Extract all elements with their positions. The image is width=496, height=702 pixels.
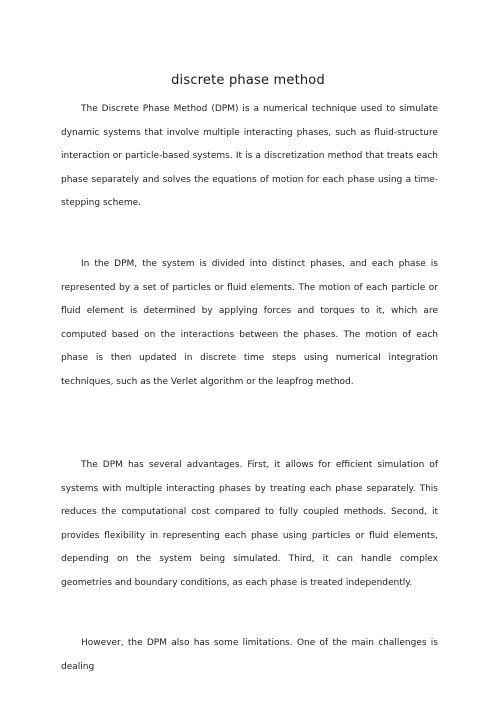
- paragraph-method: In the DPM, the system is divided into distinct phases, and each phase is represented by a set of particles or fluid elements. The motion of each particle or fluid element is determined by applying forces and torques to it, which are computed based on the interactions between the phases. The motion of each phase is then updated in discrete time steps using numerical integration techniques, such as the Verlet algorithm or the leapfrog method.: [61, 259, 438, 387]
- paragraph-limitations: However, the DPM also has some limitations. One of the main challenges is dealing: [61, 638, 438, 672]
- document-title: discrete phase method: [171, 73, 325, 88]
- paragraph-intro: The Discrete Phase Method (DPM) is a numerical technique used to simulate dynamic systems that involve multiple interacting phases, such as fluid-structure interaction or particle-based systems. It is a discretization method that treats each phase separately and solves the equations of motion for each phase using a time-stepping scheme.: [61, 104, 438, 209]
- paragraph-advantages: The DPM has several advantages. First, it allows for efficient simulation of systems with multiple interacting phases by treating each phase separately. This reduces the computational cost compared to fully coupled methods. Second, it provides flexibility in representing each phase using particles or fluid elements, depending on the system being simulated. Third, it can handle complex geometries and boundary conditions, as each phase is treated independently.: [61, 460, 438, 588]
